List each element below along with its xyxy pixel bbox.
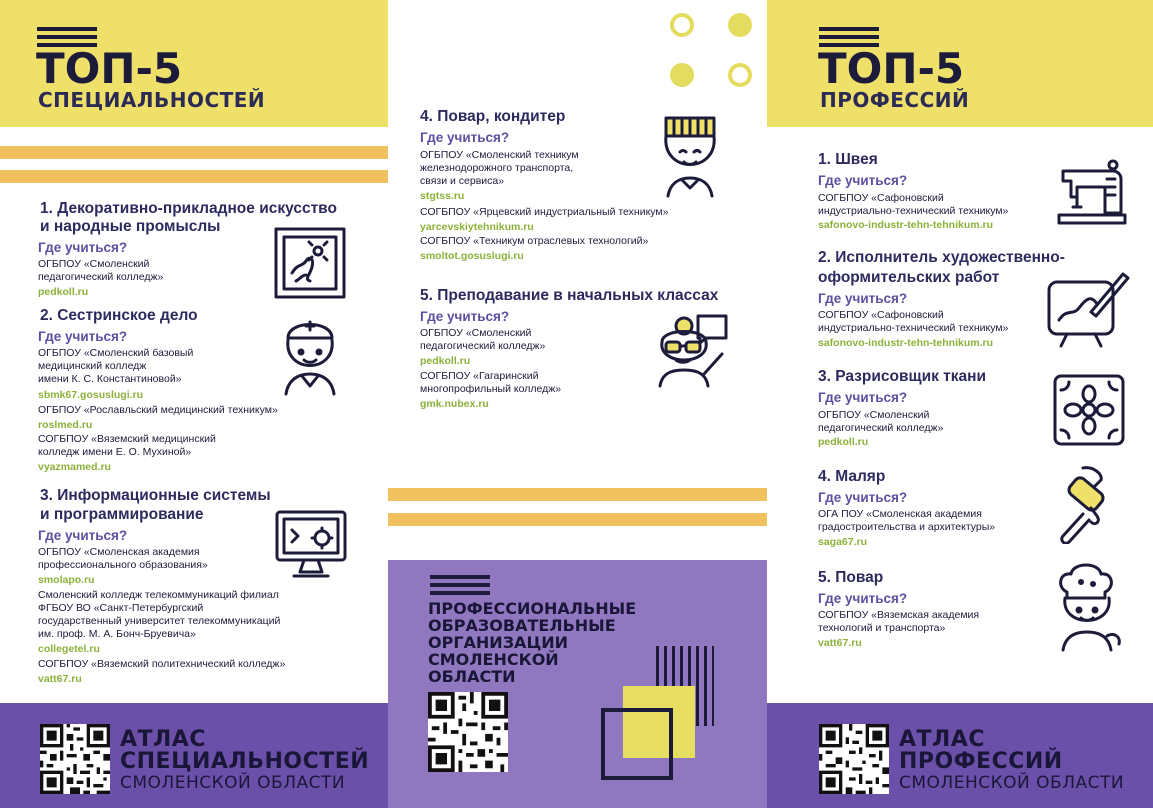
page-subtitle: ПРОФЕССИЙ — [820, 88, 970, 112]
org-name: СОГБПОУ «Сафоновский — [818, 192, 944, 204]
page-title: ТОП-5 — [36, 44, 183, 93]
item-title: 5. Преподавание в начальных классах — [420, 287, 719, 304]
org-name: СОГБПОУ «Техникум отраслевых технологий» — [420, 235, 649, 247]
site-link[interactable]: yarcevskiytehnikum.ru — [420, 221, 534, 233]
orgs-title-line: ОБРАЗОВАТЕЛЬНЫЕ — [428, 616, 616, 635]
stripe — [0, 146, 388, 159]
org-name: Смоленский колледж телекоммуникаций филиал — [38, 589, 279, 601]
atlas-title: АТЛАС — [120, 727, 206, 752]
atlas-title: ПРОФЕССИЙ — [899, 749, 1063, 774]
painting-easel-icon — [1045, 268, 1131, 348]
site-link[interactable]: smolapo.ru — [38, 574, 95, 586]
org-name: СОГБПОУ «Сафоновский — [818, 309, 944, 321]
where-label: Где учиться? — [38, 528, 128, 543]
org-name: колледж имени Е. О. Мухиной» — [38, 446, 192, 458]
site-link[interactable]: sbmk67.gosuslugi.ru — [38, 389, 144, 401]
page-subtitle: СПЕЦИАЛЬНОСТЕЙ — [38, 88, 266, 112]
where-label: Где учиться? — [420, 130, 510, 145]
item-title: 1. Швея — [818, 151, 878, 168]
item-title: 2. Сестринское дело — [40, 307, 198, 324]
atlas-region: СМОЛЕНСКОЙ ОБЛАСТИ — [899, 773, 1125, 793]
where-label: Где учиться? — [818, 173, 908, 188]
org-name: государственный университет телекоммуникаций — [38, 615, 281, 627]
site-link[interactable]: collegetel.ru — [38, 643, 100, 655]
org-name: индустриально-технический техникум» — [818, 205, 1009, 217]
org-name: железнодорожного транспорта, — [420, 162, 574, 174]
qr-code-icon[interactable] — [819, 724, 889, 794]
org-name: ОГБПОУ «Смоленская академия — [38, 546, 200, 558]
teacher-icon — [654, 312, 730, 388]
item-title: 4. Маляр — [818, 468, 886, 485]
org-name: педагогический колледж» — [818, 422, 944, 434]
atlas-region: СМОЛЕНСКОЙ ОБЛАСТИ — [120, 773, 346, 793]
where-label: Где учиться? — [420, 309, 510, 324]
org-name: СОГБПОУ «Вяземский политехнический колледж» — [38, 658, 286, 670]
site-link[interactable]: vyazmamed.ru — [38, 461, 111, 473]
item-title: 2. Исполнитель художественно- — [818, 249, 1065, 266]
atlas-title: АТЛАС — [899, 727, 985, 752]
where-label: Где учиться? — [38, 240, 128, 255]
item-title: и программирование — [40, 506, 204, 523]
site-link[interactable]: stgtss.ru — [420, 190, 465, 202]
org-name: СОГБПОУ «Вяземская академия — [818, 609, 980, 621]
nurse-icon — [274, 314, 346, 396]
org-name: ОГБПОУ «Смоленский — [420, 327, 532, 339]
qr-code-icon[interactable] — [40, 724, 110, 794]
org-name: связи и сервиса» — [420, 175, 505, 187]
org-name: педагогический колледж» — [38, 271, 164, 283]
org-name: индустриально-технический техникум» — [818, 322, 1009, 334]
site-link[interactable]: gmk.nubex.ru — [420, 398, 489, 410]
decor-dot — [670, 63, 694, 87]
stripe — [388, 513, 767, 526]
item-title: 3. Информационные системы — [40, 487, 271, 504]
org-name: педагогический колледж» — [420, 340, 546, 352]
org-name: имени К. С. Константиновой» — [38, 373, 182, 385]
org-name: СОГБПОУ «Вяземский медицинский — [38, 433, 216, 445]
org-name: профессионального образования» — [38, 559, 208, 571]
decor-bars — [430, 575, 490, 599]
site-link[interactable]: vatt67.ru — [818, 637, 862, 649]
site-link[interactable]: safonovo-industr-tehn-tehnikum.ru — [818, 219, 993, 231]
decor-dot — [728, 63, 752, 87]
left-panel — [0, 0, 388, 808]
where-label: Где учиться? — [38, 329, 128, 344]
item-title: 5. Повар — [818, 569, 884, 586]
item-title: оформительских работ — [818, 269, 1000, 286]
where-label: Где учиться? — [818, 390, 908, 405]
item-title: и народные промыслы — [40, 218, 221, 235]
org-name: ОГА ПОУ «Смоленская академия — [818, 508, 982, 520]
qr-code-icon[interactable] — [428, 692, 508, 772]
decor-dot — [670, 13, 694, 37]
org-name: ОГБПОУ «Смоленский техникум — [420, 149, 579, 161]
orgs-title-line: ПРОФЕССИОНАЛЬНЫЕ — [428, 599, 637, 618]
site-link[interactable]: saga67.ru — [818, 536, 868, 548]
atlas-title: СПЕЦИАЛЬНОСТЕЙ — [120, 749, 370, 774]
org-name: СОГБПОУ «Ярцевский индустриальный техникум» — [420, 206, 669, 218]
cook-icon — [1051, 562, 1123, 652]
right-panel — [767, 0, 1153, 808]
org-name: ОГБПОУ «Смоленский базовый — [38, 347, 194, 359]
site-link[interactable]: smoltot.gosuslugi.ru — [420, 250, 524, 262]
stripe — [388, 488, 767, 501]
computer-monitor-icon — [274, 508, 348, 580]
where-label: Где учиться? — [818, 591, 908, 606]
fabric-pattern-icon — [1051, 372, 1127, 448]
paint-roller-icon — [1053, 464, 1123, 544]
org-name: технологий и транспорта» — [818, 622, 946, 634]
middle-panel — [388, 0, 767, 808]
item-title: 4. Повар, кондитер — [420, 108, 566, 125]
decor-dot — [728, 13, 752, 37]
site-link[interactable]: safonovo-industr-tehn-tehnikum.ru — [818, 337, 993, 349]
org-name: градостроительства и архитектуры» — [818, 521, 996, 533]
decor-square-outline — [601, 708, 673, 780]
sewing-machine-icon — [1055, 155, 1129, 229]
org-name: ОГБПОУ «Смоленский — [818, 409, 930, 421]
picture-frame-icon — [272, 225, 348, 301]
orgs-title — [428, 600, 668, 685]
org-name: ФГБОУ ВО «Санкт-Петербургский — [38, 602, 204, 614]
site-link[interactable]: pedkoll.ru — [38, 286, 89, 298]
chef-icon — [656, 112, 724, 198]
org-name: ОГБПОУ «Смоленский — [38, 258, 150, 270]
org-name: многопрофильный колледж» — [420, 383, 562, 395]
site-link[interactable]: vatt67.ru — [38, 673, 82, 685]
org-name: им. проф. М. А. Бонч-Бруевича» — [38, 628, 196, 640]
org-name: ОГБПОУ «Рославльский медицинский техникум» — [38, 404, 278, 416]
orgs-title-line: ОБЛАСТИ — [428, 667, 516, 686]
site-link[interactable]: pedkoll.ru — [420, 355, 471, 367]
where-label: Где учиться? — [818, 490, 908, 505]
orgs-title-line: СМОЛЕНСКОЙ — [428, 650, 559, 669]
orgs-title-line: ОРГАНИЗАЦИИ — [428, 633, 569, 652]
org-name: СОГБПОУ «Гагаринский — [420, 370, 539, 382]
org-name: медицинский колледж — [38, 360, 147, 372]
site-link[interactable]: roslmed.ru — [38, 419, 93, 431]
stripe — [0, 170, 388, 183]
item-title: 3. Разрисовщик ткани — [818, 368, 987, 385]
where-label: Где учиться? — [818, 291, 908, 306]
page-title: ТОП-5 — [818, 44, 965, 93]
site-link[interactable]: pedkoll.ru — [818, 436, 869, 448]
item-title: 1. Декоративно-прикладное искусство — [40, 200, 337, 217]
